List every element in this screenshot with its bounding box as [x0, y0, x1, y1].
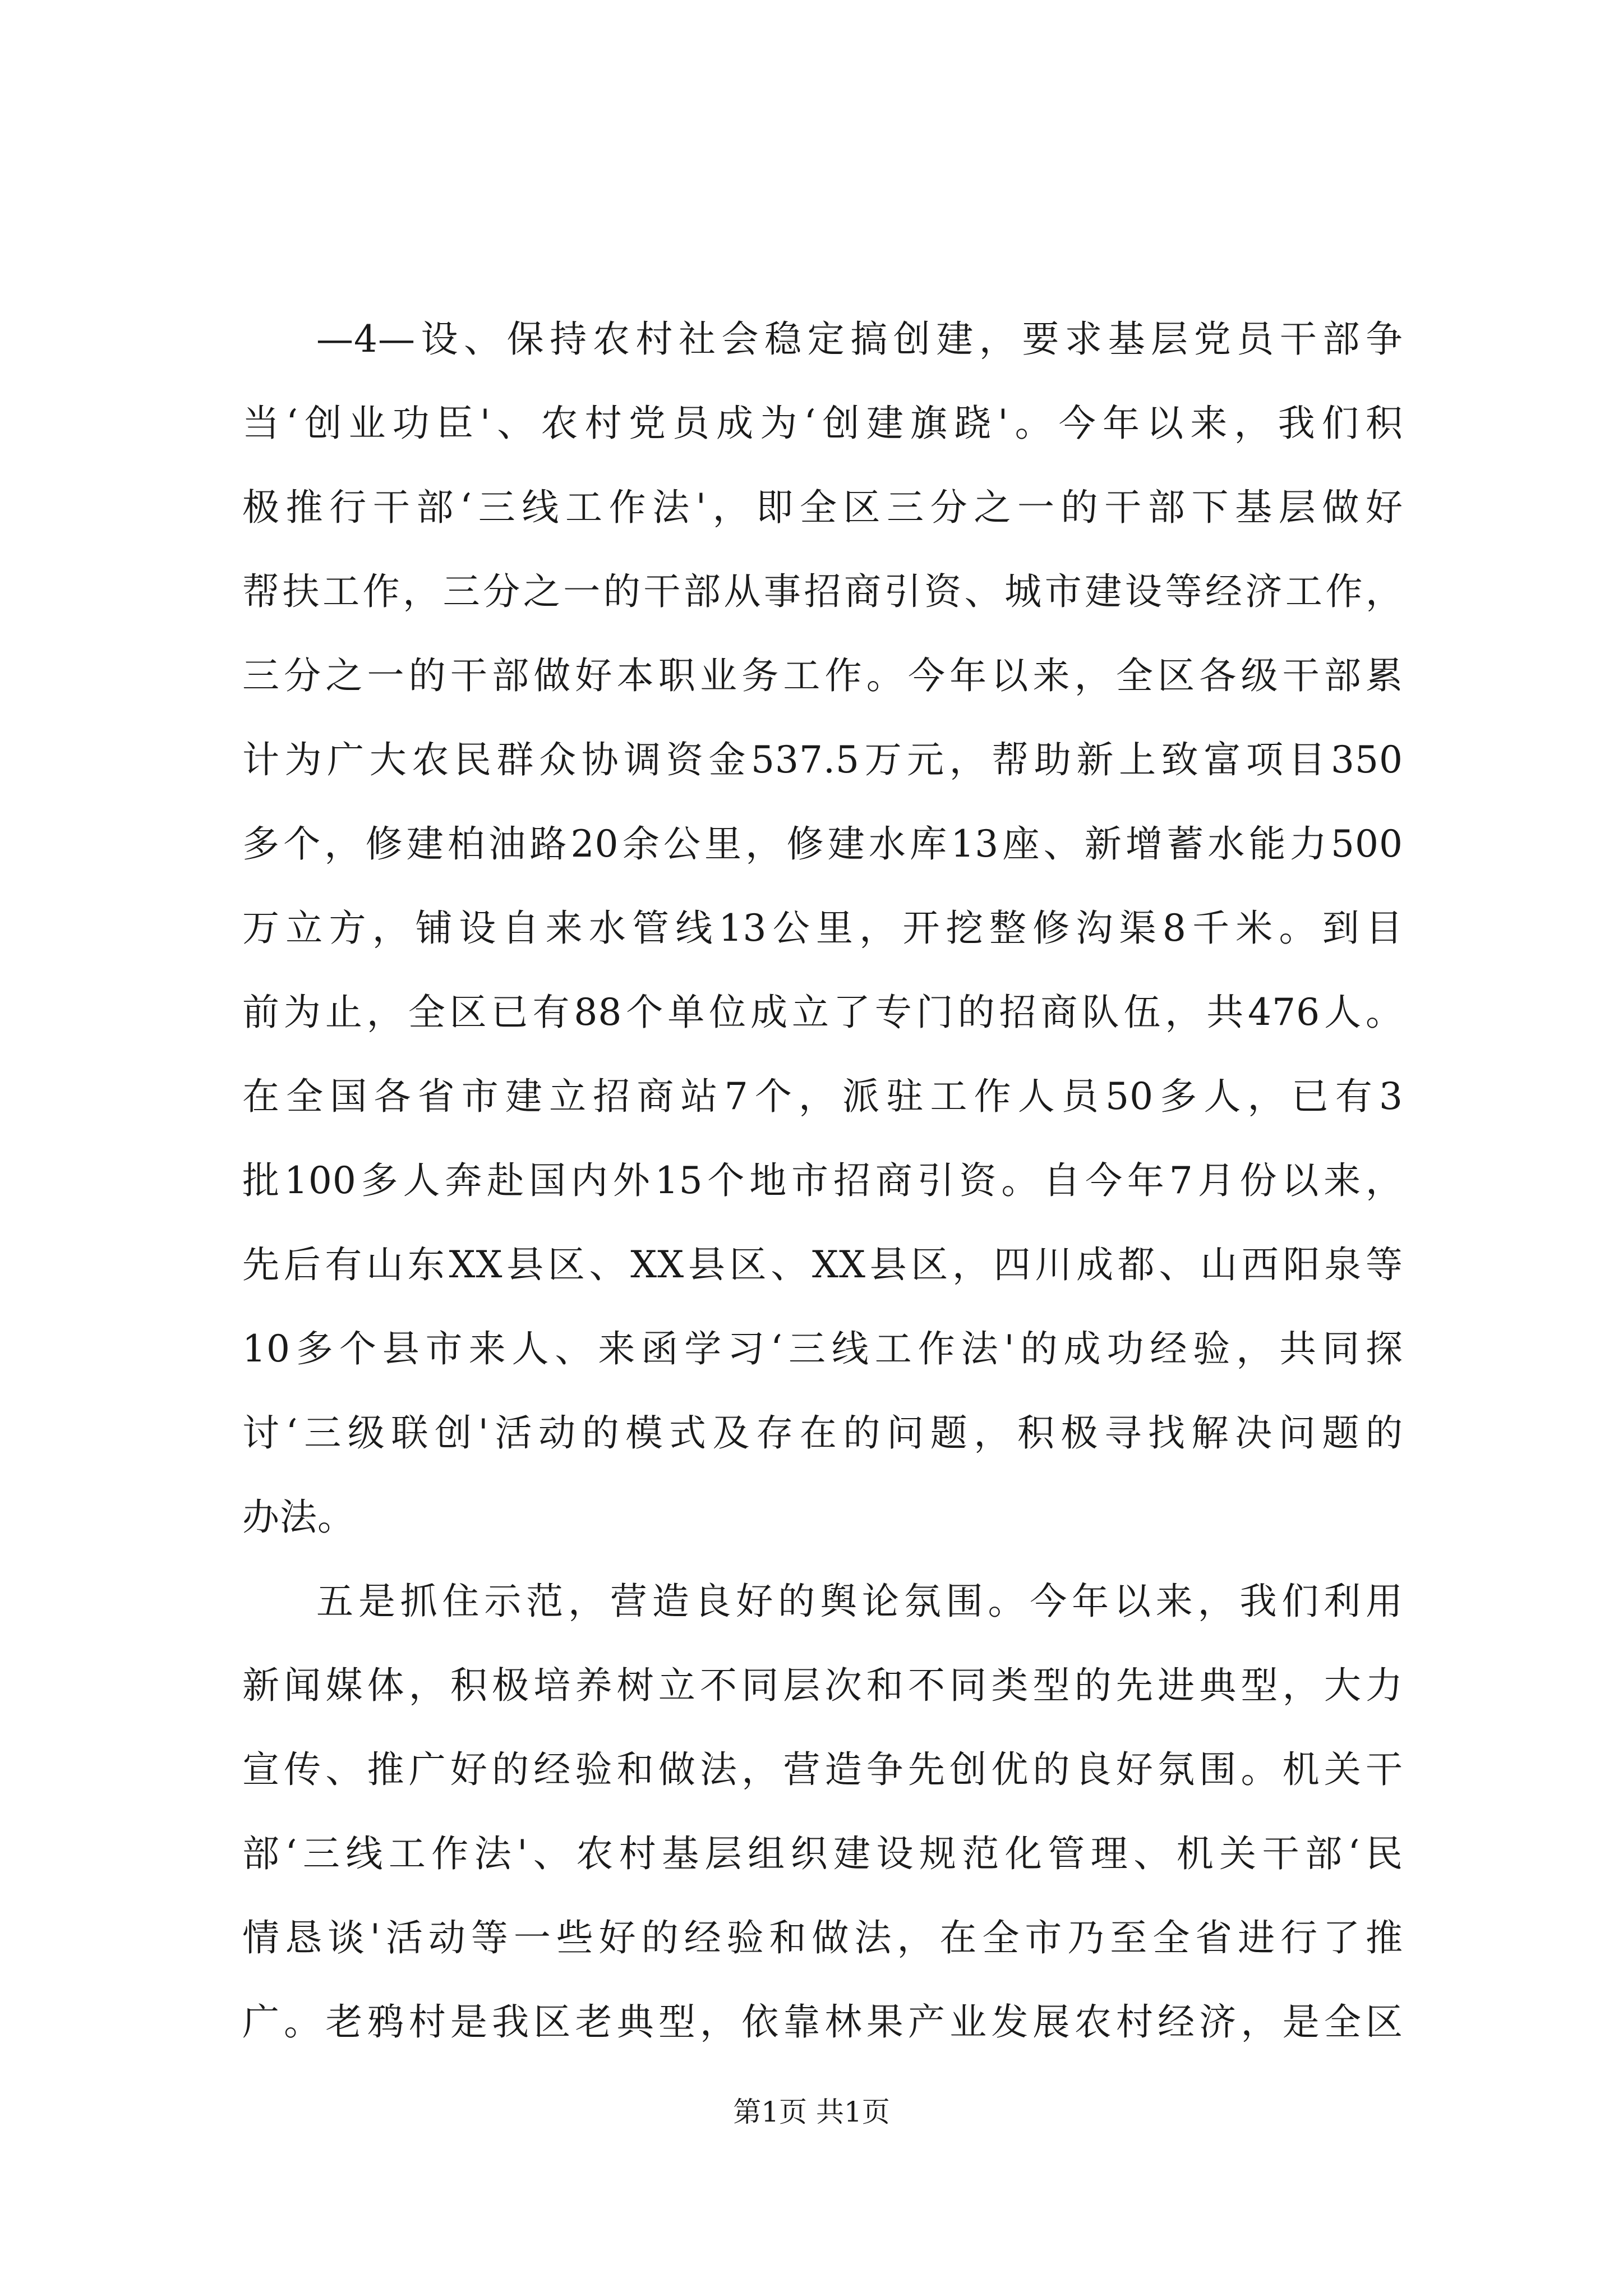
paragraph-1-line-11: 批100多人奔赴国内外15个地市招商引资。自今年7月份以来，: [242, 1159, 1403, 1202]
paragraph-2-line-4: 部‘三线工作法'、农村基层组织建设规范化管理、机关干部‘民: [242, 1832, 1403, 1875]
paragraph-1-line-6: 计为广大农民群众协调资金537.5万元，帮助新上致富项目350: [242, 738, 1403, 781]
document-body: [242, 297, 1403, 2064]
paragraph-2-line-1: 五是抓住示范，营造良好的舆论氛围。今年以来，我们利用: [316, 1580, 1403, 1623]
paragraph-2-line-5: 情恳谈'活动等一些好的经验和做法，在全市乃至全省进行了推: [242, 1916, 1403, 1959]
paragraph-1-line-5: 三分之一的干部做好本职业务工作。今年以来，全区各级干部累: [242, 654, 1403, 697]
paragraph-1-line-2: 当‘创业功臣'、农村党员成为‘创建旗跷'。今年以来，我们积: [242, 402, 1403, 445]
paragraph-2-line-3: 宣传、推广好的经验和做法，营造争先创优的良好氛围。机关干: [242, 1748, 1403, 1791]
paragraph-2-line-6: 广。老鸦村是我区老典型，依靠林果产业发展农村经济，是全区: [242, 2000, 1403, 2044]
paragraph-1-line-8: 万立方，铺设自来水管线13公里，开挖整修沟渠8千米。到目: [242, 907, 1403, 950]
paragraph-1-line-1: —4—设、保持农村社会稳定搞创建，要求基层党员干部争: [316, 318, 1403, 361]
paragraph-1-line-13: 10多个县市来人、来函学习‘三线工作法'的成功经验，共同探: [242, 1327, 1403, 1370]
paragraph-1-line-3: 极推行干部‘三线工作法'，即全区三分之一的干部下基层做好: [242, 486, 1403, 529]
paragraph-1-line-4: 帮扶工作，三分之一的干部从事招商引资、城市建设等经济工作，: [242, 570, 1403, 613]
page-footer: [0, 2095, 1623, 2129]
paragraph-1-line-7: 多个，修建柏油路20余公里，修建水库13座、新增蓄水能力500: [242, 822, 1403, 866]
page-number-label: 第1页 共1页: [733, 2096, 890, 2128]
paragraph-1-line-9: 前为止，全区已有88个单位成立了专门的招商队伍，共476人。: [242, 991, 1403, 1034]
paragraph-1-line-15: 办法。: [242, 1496, 355, 1539]
paragraph-1-line-10: 在全国各省市建立招商站7个，派驻工作人员50多人，已有3: [242, 1075, 1403, 1118]
paragraph-2-line-2: 新闻媒体，积极培养树立不同层次和不同类型的先进典型，大力: [242, 1664, 1403, 1707]
paragraph-1-line-14: 讨‘三级联创'活动的模式及存在的问题，积极寻找解决问题的: [242, 1411, 1403, 1455]
paragraph-1-line-12: 先后有山东XX县区、XX县区、XX县区，四川成都、山西阳泉等: [242, 1243, 1403, 1286]
